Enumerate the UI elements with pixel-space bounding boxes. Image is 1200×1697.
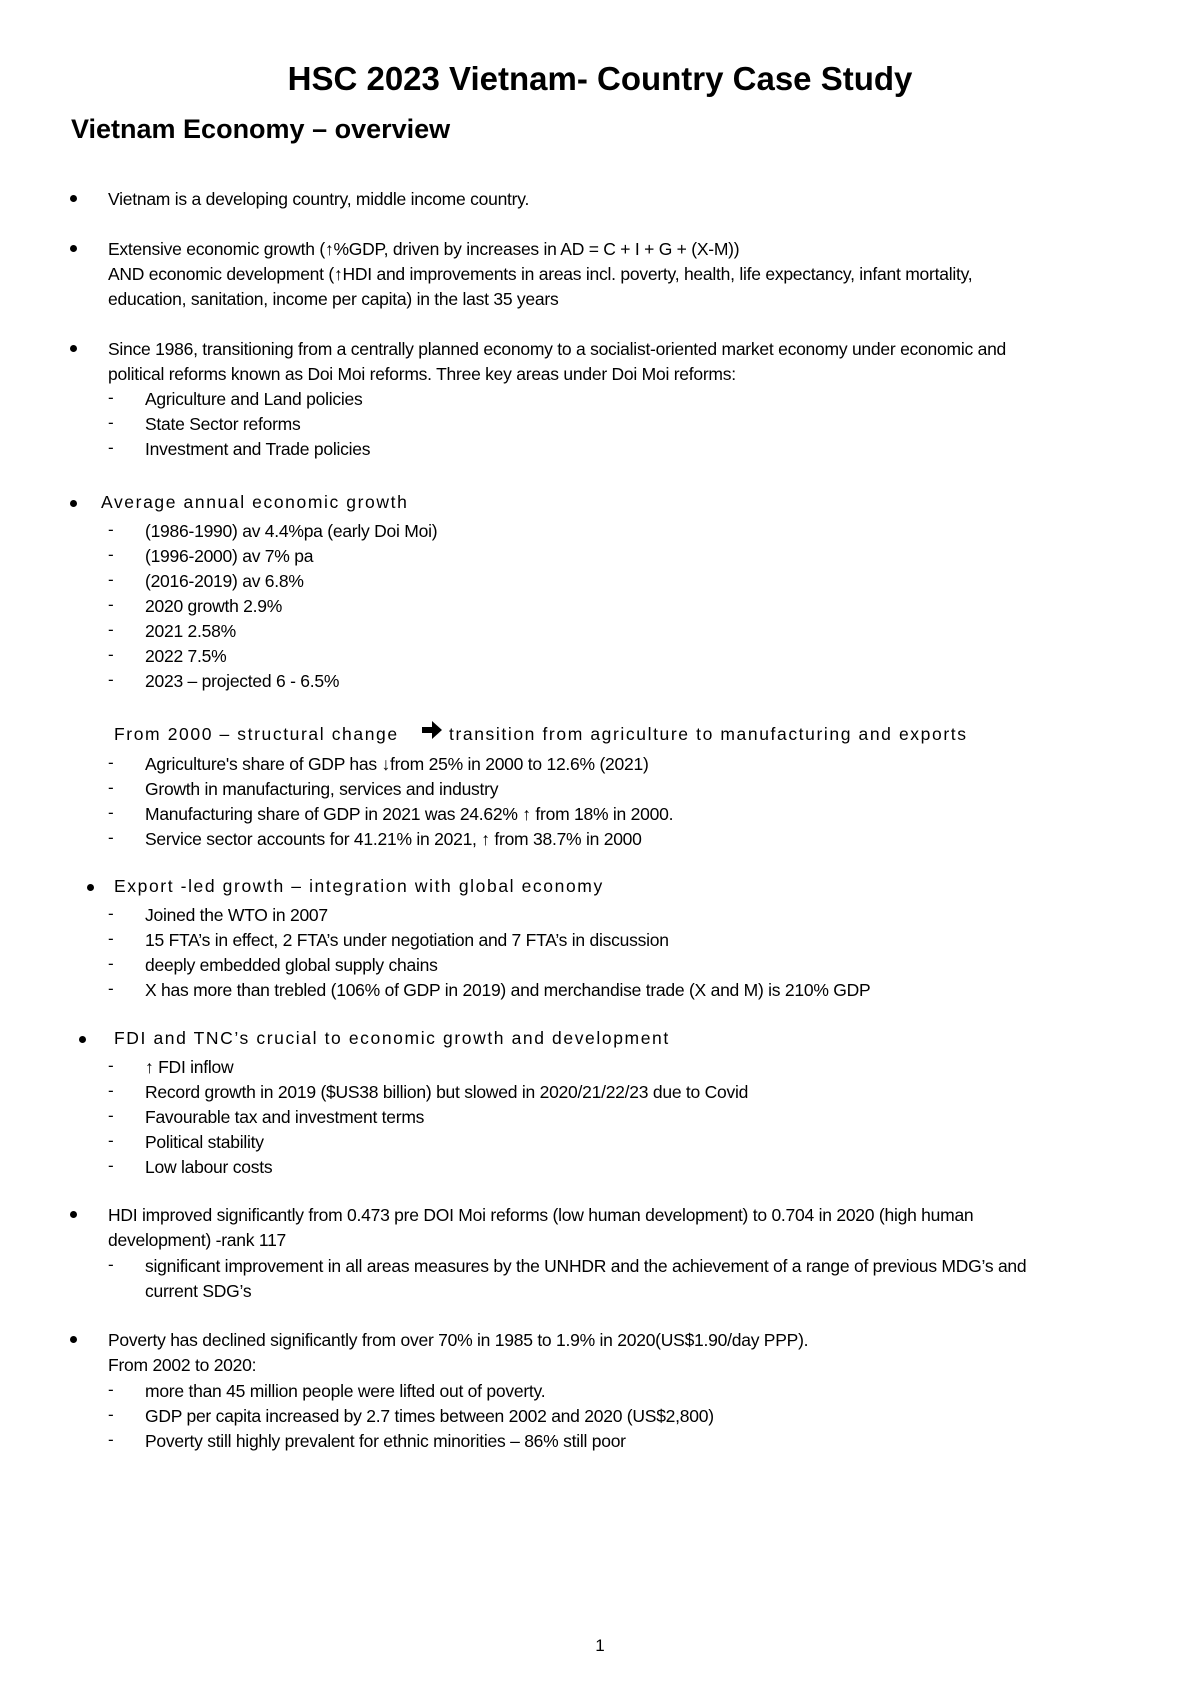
list-item: more than 45 million people were lifted out of poverty.	[145, 1381, 546, 1401]
bullet-text: Poverty has declined significantly from over 70% in 1985 to 1.9% in 2020(US$1.90/day PPP).	[108, 1330, 809, 1350]
list-item: (1986-1990) av 4.4%pa (early Doi Moi)	[145, 521, 438, 541]
list-item: significant improvement in all areas measures by the UNHDR and the achievement of a range of previous MDG’s and	[145, 1256, 1027, 1276]
bullet-text: development) -rank 117	[108, 1230, 287, 1250]
dash-marker: -	[108, 1081, 114, 1100]
list-item: Favourable tax and investment terms	[145, 1107, 425, 1127]
bullet-text: Since 1986, transitioning from a centrally planned economy to a socialist-oriented market economy under economic and	[108, 339, 1007, 359]
bullet-heading: FDI and TNC’s crucial to economic growth and development	[114, 1028, 670, 1048]
list-item: 2023 – projected 6 - 6.5%	[145, 671, 340, 691]
bullet-text: Extensive economic growth (↑%GDP, driven by increases in AD = C + I + G + (X-M))	[108, 239, 740, 259]
arrow-right-icon	[420, 718, 444, 747]
bullet-icon	[70, 1336, 77, 1343]
list-item: Service sector accounts for 41.21% in 2021, ↑ from 38.7% in 2000	[145, 829, 642, 849]
list-item: Low labour costs	[145, 1157, 273, 1177]
dash-marker: -	[108, 595, 114, 614]
dash-marker: -	[108, 803, 114, 822]
dash-marker: -	[108, 388, 114, 407]
dash-marker: -	[108, 1156, 114, 1175]
dash-marker: -	[108, 753, 114, 772]
list-item: Joined the WTO in 2007	[145, 905, 328, 925]
list-item: Growth in manufacturing, services and industry	[145, 779, 499, 799]
bullet-text: political reforms known as Doi Moi reforms. Three key areas under Doi Moi reforms:	[108, 364, 736, 384]
page-title: HSC 2023 Vietnam- Country Case Study	[287, 60, 913, 97]
dash-marker: -	[108, 438, 114, 457]
section-heading: Vietnam Economy – overview	[71, 114, 451, 144]
list-item: deeply embedded global supply chains	[145, 955, 438, 975]
list-item: 2021 2.58%	[145, 621, 236, 641]
dash-marker: -	[108, 828, 114, 847]
list-item: Investment and Trade policies	[145, 439, 371, 459]
section-subheading: From 2000 – structural change	[114, 724, 399, 744]
dash-marker: -	[108, 778, 114, 797]
list-item: ↑ FDI inflow	[145, 1057, 234, 1077]
dash-marker: -	[108, 904, 114, 923]
bullet-icon	[87, 884, 94, 891]
list-item: (1996-2000) av 7% pa	[145, 546, 314, 566]
list-item: current SDG’s	[145, 1281, 252, 1301]
list-item: Manufacturing share of GDP in 2021 was 24.62% ↑ from 18% in 2000.	[145, 804, 674, 824]
dash-marker: -	[108, 670, 114, 689]
dash-marker: -	[108, 413, 114, 432]
dash-marker: -	[108, 620, 114, 639]
bullet-icon	[70, 345, 77, 352]
dash-marker: -	[108, 520, 114, 539]
bullet-icon	[70, 195, 77, 202]
dash-marker: -	[108, 929, 114, 948]
list-item: 15 FTA’s in effect, 2 FTA’s under negotiation and 7 FTA’s in discussion	[145, 930, 669, 950]
dash-marker: -	[108, 1131, 114, 1150]
list-item: (2016-2019) av 6.8%	[145, 571, 304, 591]
page-number: 1	[595, 1636, 605, 1655]
dash-marker: -	[108, 1106, 114, 1125]
bullet-icon	[79, 1036, 86, 1043]
section-subheading: transition from agriculture to manufacturing and exports	[449, 724, 968, 744]
bullet-icon	[70, 1211, 77, 1218]
dash-marker: -	[108, 1255, 114, 1274]
dash-marker: -	[108, 1430, 114, 1449]
list-item: State Sector reforms	[145, 414, 301, 434]
list-item: GDP per capita increased by 2.7 times between 2002 and 2020 (US$2,800)	[145, 1406, 714, 1426]
dash-marker: -	[108, 979, 114, 998]
dash-marker: -	[108, 1380, 114, 1399]
bullet-text: HDI improved significantly from 0.473 pre DOI Moi reforms (low human development) to 0.704 in 2020 (high human	[108, 1205, 974, 1225]
bullet-heading: Average annual economic growth	[101, 492, 409, 512]
list-item: Poverty still highly prevalent for ethnic minorities – 86% still poor	[145, 1431, 626, 1451]
list-item: 2022 7.5%	[145, 646, 227, 666]
dash-marker: -	[108, 954, 114, 973]
bullet-text: From 2002 to 2020:	[108, 1355, 257, 1375]
list-item: Record growth in 2019 ($US38 billion) but slowed in 2020/21/22/23 due to Covid	[145, 1082, 749, 1102]
list-item: 2020 growth 2.9%	[145, 596, 283, 616]
dash-marker: -	[108, 1056, 114, 1075]
dash-marker: -	[108, 545, 114, 564]
dash-marker: -	[108, 570, 114, 589]
dash-marker: -	[108, 1405, 114, 1424]
list-item: Agriculture and Land policies	[145, 389, 363, 409]
bullet-text: education, sanitation, income per capita) in the last 35 years	[108, 289, 559, 309]
bullet-icon	[70, 500, 77, 507]
list-item: Political stability	[145, 1132, 264, 1152]
list-item: X has more than trebled (106% of GDP in 2019) and merchandise trade (X and M) is 210% GDP	[145, 980, 871, 1000]
list-item: Agriculture's share of GDP has ↓from 25% in 2000 to 12.6% (2021)	[145, 754, 649, 774]
bullet-text: Vietnam is a developing country, middle income country.	[108, 189, 530, 209]
dash-marker: -	[108, 645, 114, 664]
bullet-icon	[70, 245, 77, 252]
bullet-text: AND economic development (↑HDI and improvements in areas incl. poverty, health, life expectancy, infant mortality,	[108, 264, 973, 284]
bullet-heading: Export -led growth – integration with global economy	[114, 876, 604, 896]
